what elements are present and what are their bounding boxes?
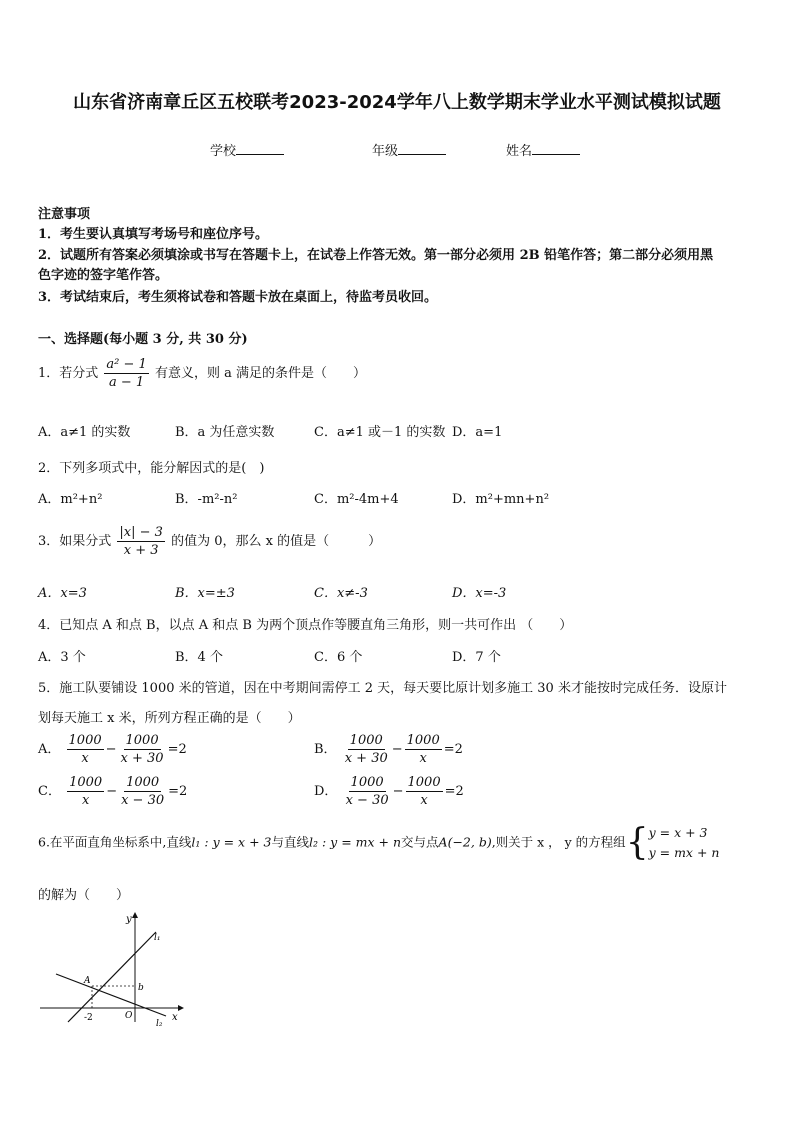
q5-c-label: C． <box>38 784 61 799</box>
question-1-stem <box>38 356 366 391</box>
q5-d-rhs: =2 <box>444 784 464 799</box>
q5-d-label: D． <box>314 784 338 799</box>
point-a-label: A <box>84 976 91 986</box>
q3-option-b: B．x=±3 <box>175 586 235 601</box>
q6-line1-eq: l₁ : y = x + 3 <box>191 834 272 850</box>
q1-fraction <box>104 356 148 391</box>
q3-option-c: C．x≠-3 <box>314 586 368 601</box>
q1-option-a: A．a≠1 的实数 <box>38 425 131 440</box>
q5-option-d: D． $\frac{1000}{x - 30}$ − $\frac{1000}{x}$ =2 <box>314 775 464 808</box>
origin-label: O <box>125 1011 133 1021</box>
q6-system-brace: { <box>625 822 649 863</box>
q6-p3: 交与点 <box>401 834 439 850</box>
q4-option-a: A．3 个 <box>38 650 86 665</box>
question-4-stem: 4．已知点 A 和点 B，以点 A 和点 B 为两个顶点作等腰直角三角形，则一共可作出 （ ） <box>38 618 573 633</box>
q5-d-frac1 <box>344 774 391 809</box>
q5-option-b: B． $\frac{1000}{x + 30}$ − $\frac{1000}{x}$ =2 <box>314 733 463 766</box>
q5-c-rhs: =2 <box>168 784 188 799</box>
school-label: 学校 <box>210 144 237 159</box>
grade-blank <box>398 142 446 155</box>
grade-label: 年级 <box>372 144 399 159</box>
b-label: b <box>138 983 144 993</box>
q5-d-d2: x <box>420 793 428 808</box>
y-label: y <box>126 914 132 925</box>
q5-option-a: A． $\frac{1000}{x}$ − $\frac{1000}{x + 30}$ =2 <box>38 733 187 766</box>
q6-eq1: y = x + 3 <box>648 825 708 840</box>
line-l2 <box>56 974 166 1016</box>
q1-pre: 1．若分式 <box>38 366 99 381</box>
name-blank <box>532 142 580 155</box>
question-5-line1: 5．施工队要铺设 1000 米的管道，因在中考期间需停工 2 天，每天要比原计划多施工 30 米才能按时完成任务．设原计 <box>38 681 727 696</box>
q5-d-d1: x − 30 <box>345 793 389 808</box>
q5-d-frac2 <box>406 774 443 809</box>
q5-option-c: C． $\frac{1000}{x}$ − $\frac{1000}{x - 30}$ =2 <box>38 775 188 808</box>
school-blank <box>236 142 284 155</box>
note-2b: 色字迹的签字笔作答。 <box>38 268 169 283</box>
q1-option-b: B．a 为任意实数 <box>175 425 275 440</box>
note-1: 1．考生要认真填写考场号和座位序号。 <box>38 227 269 242</box>
q4-option-b: B．4 个 <box>175 650 223 665</box>
q5-c-d2: x − 30 <box>121 793 165 808</box>
y-axis-arrow <box>132 912 138 918</box>
l2-label: l₂ <box>156 1019 163 1029</box>
name-label: 姓名 <box>506 144 533 159</box>
question-2-stem: 2．下列多项式中，能分解因式的是( ) <box>38 461 265 476</box>
question-3-stem <box>38 524 381 559</box>
name-field <box>506 140 580 159</box>
q5-b-n2: 1000 <box>406 733 440 748</box>
q1-den: a − 1 <box>109 375 145 390</box>
q5-b-rhs: =2 <box>443 742 463 757</box>
neg2-label: -2 <box>84 1013 93 1023</box>
q4-option-d: D．7 个 <box>452 650 501 665</box>
q5-b-n1: 1000 <box>349 733 383 748</box>
q5-a-n1: 1000 <box>68 733 102 748</box>
question-6-line2: 的解为（ ） <box>38 888 130 903</box>
question-5-line2: 划每天施工 x 米，所列方程正确的是（ ） <box>38 711 301 726</box>
q5-a-frac2 <box>119 732 166 767</box>
q6-eq2: y = mx + n <box>648 845 720 860</box>
q3-post: 的值为 0，那么 x 的值是（ ） <box>171 534 382 549</box>
q5-b-frac2 <box>405 732 442 767</box>
note-3: 3．考试结束后，考生须将试卷和答题卡放在桌面上，待监考员收回。 <box>38 290 438 305</box>
q5-b-d1: x + 30 <box>344 751 388 766</box>
q5-a-label: A． <box>38 742 61 757</box>
q4-option-c: C．6 个 <box>314 650 363 665</box>
q6-p2: 与直线 <box>271 834 309 850</box>
q2-option-d: D．m²+mn+n² <box>452 492 550 507</box>
q5-d-n2: 1000 <box>407 775 441 790</box>
question-6-stem <box>38 823 719 863</box>
q6-point: A(−2, b) <box>438 834 492 850</box>
q6-line2-eq: l₂ : y = mx + n <box>309 834 402 850</box>
q5-b-frac1 <box>343 732 390 767</box>
q3-fraction <box>117 524 165 559</box>
q1-option-c: C．a≠1 或－1 的实数 <box>314 425 446 440</box>
x-axis-arrow <box>178 1005 184 1011</box>
q5-a-d2: x + 30 <box>120 751 164 766</box>
q3-den: x + 3 <box>123 543 159 558</box>
notes-heading: 注意事项 <box>38 207 91 222</box>
q6-p4: ,则关于 x ， y 的方程组 <box>491 834 626 850</box>
q3-option-a: A．x=3 <box>38 586 87 601</box>
q5-c-frac1 <box>67 774 104 809</box>
q5-c-frac2 <box>119 774 166 809</box>
q5-a-rhs: =2 <box>167 742 187 757</box>
q5-c-d1: x <box>81 793 90 808</box>
section-heading: 一、选择题(每小题 3 分, 共 30 分) <box>38 332 248 347</box>
q1-num: a² − 1 <box>106 357 147 372</box>
q2-option-c: C．m²-4m+4 <box>314 492 399 507</box>
q5-b-label: B． <box>314 742 337 757</box>
q6-p1: 6.在平面直角坐标系中,直线 <box>38 834 192 850</box>
q5-a-d1: x <box>81 751 89 766</box>
x-label: x <box>172 1012 178 1023</box>
q3-num: |x| − 3 <box>119 525 163 540</box>
q5-c-n2: 1000 <box>126 775 160 790</box>
q2-option-b: B．-m²-n² <box>175 492 238 507</box>
q5-c-n1: 1000 <box>69 775 103 790</box>
q3-pre: 3．如果分式 <box>38 534 112 549</box>
grade-field <box>372 140 446 159</box>
school-field <box>210 140 284 159</box>
q2-option-a: A．m²+n² <box>38 492 103 507</box>
q3-option-d: D．x=-3 <box>452 586 507 601</box>
note-2a: 2．试题所有答案必须填涂或书写在答题卡上，在试卷上作答无效。第一部分必须用 2B 铅笔作答；第二部分必须用黑 <box>38 248 714 263</box>
q5-d-n1: 1000 <box>350 775 384 790</box>
page-title: 山东省济南章丘区五校联考2023-2024学年八上数学期末学业水平测试模拟试题 <box>73 92 721 113</box>
q5-a-n2: 1000 <box>125 733 159 748</box>
l1-label: l₁ <box>154 933 161 943</box>
q6-system <box>649 823 720 863</box>
q6-graph <box>38 910 188 1030</box>
q1-post: 有意义，则 a 满足的条件是（ ） <box>154 366 366 381</box>
q5-b-d2: x <box>419 751 427 766</box>
q1-option-d: D．a=1 <box>452 425 503 440</box>
q5-a-frac1 <box>67 732 104 767</box>
